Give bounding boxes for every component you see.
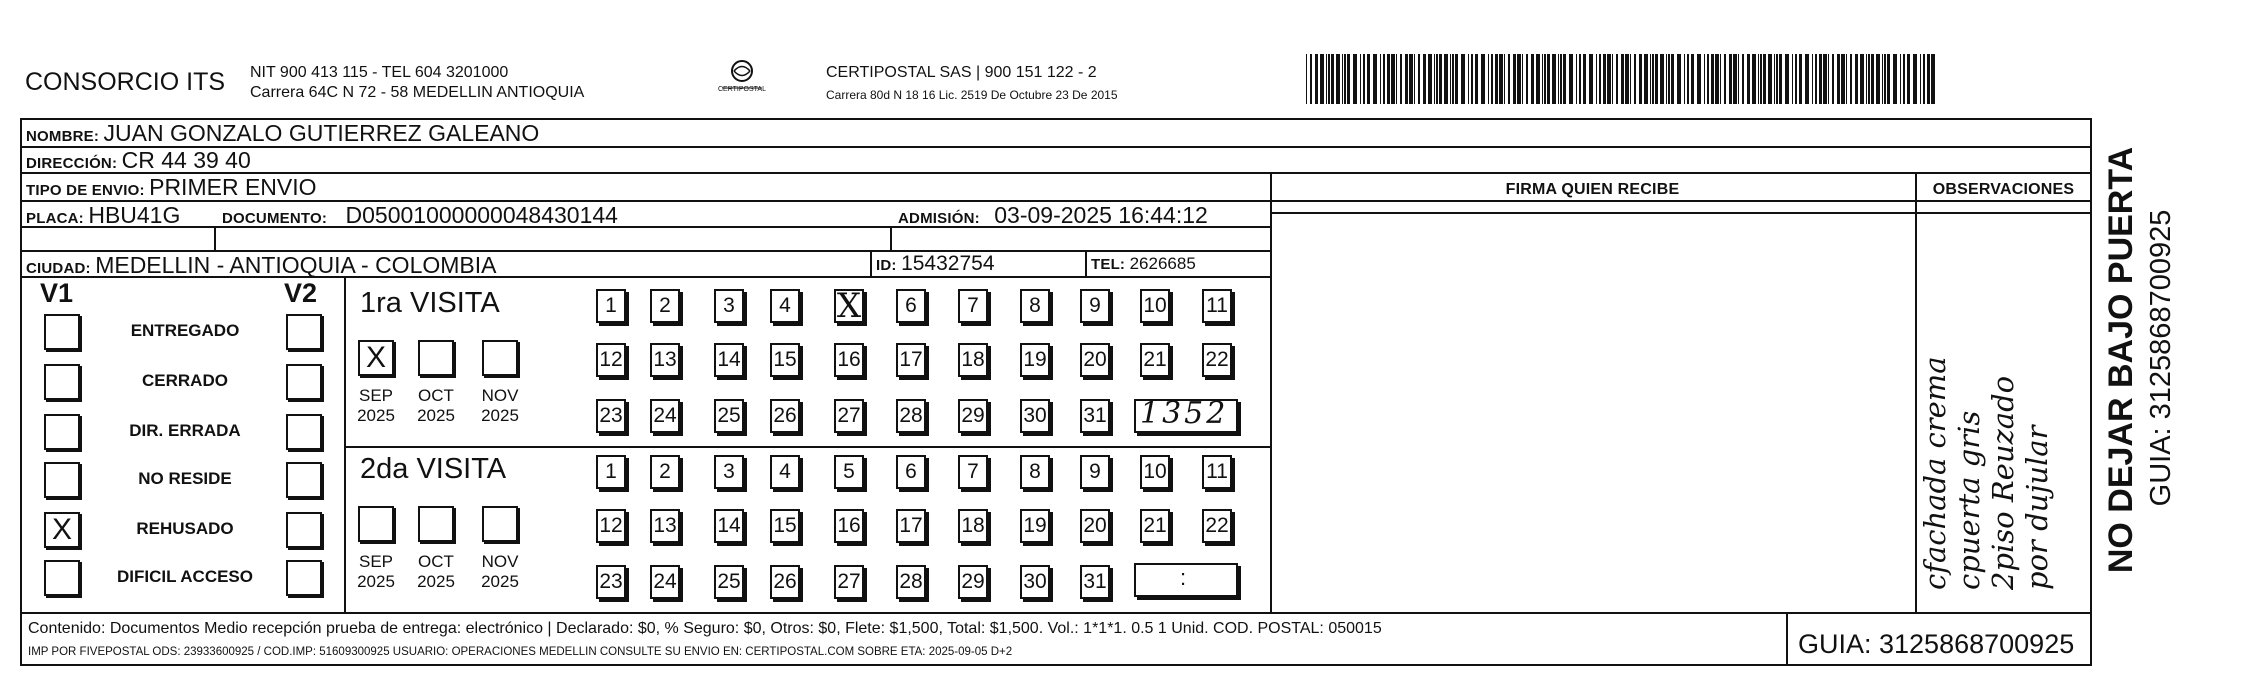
v1-checkbox[interactable] [44,414,80,450]
note-line-4: por dujular [2020,425,2054,590]
visita1-year-label: 2025 [357,406,395,425]
visita2-day-box[interactable]: 10 [1140,455,1170,489]
visita2-day-box[interactable]: 5 [834,455,864,489]
visita2-day-box[interactable]: 19 [1020,509,1050,543]
ciudad-label: CIUDAD: [26,260,91,277]
visita1-day-box[interactable]: 23 [596,399,626,433]
visita2-day-box[interactable]: 13 [650,509,680,543]
visita2-day-box[interactable]: 9 [1080,455,1110,489]
placa-value: HBU41G [88,202,181,228]
status-label: DIR. ERRADA [129,421,241,440]
company-name: CONSORCIO ITS [25,68,226,96]
visita2-day-box[interactable]: 3 [714,455,744,489]
visita1-day-box[interactable]: 19 [1020,343,1050,377]
visita2-day-box[interactable]: 29 [958,565,988,599]
v1-checkbox[interactable] [44,364,80,400]
visita2-day-box[interactable]: 4 [770,455,800,489]
admision-value: 03-09-2025 16:44:12 [994,202,1208,228]
visita1-day-box[interactable]: X [834,289,864,323]
direccion-value: CR 44 39 40 [121,147,251,173]
visita2-day-box[interactable]: 26 [770,565,800,599]
visita1-day-box[interactable]: 4 [770,289,800,323]
visita1-day-box[interactable]: 2 [650,289,680,323]
visita1-month-checkbox[interactable] [418,340,454,376]
company-info-line1: NIT 900 413 115 - TEL 604 3201000 [250,64,509,81]
visita2-day-box[interactable]: 28 [896,565,926,599]
visita2-year-label: 2025 [481,572,519,591]
visita2-day-box[interactable]: 22 [1202,509,1232,543]
visita2-day-box[interactable]: 6 [896,455,926,489]
visita2-month-label: OCT [418,552,454,571]
visita2-time: : [1180,565,1187,590]
side-guia: GUIA: 3125868700925 [2145,209,2177,507]
visita1-day-box[interactable]: 24 [650,399,680,433]
id-value: 15432754 [901,252,995,275]
v2-checkbox[interactable] [286,512,322,548]
id-label: ID: [876,257,897,274]
visita2-day-box[interactable]: 12 [596,509,626,543]
certipostal-logo-icon [712,58,772,98]
visita1-day-box[interactable]: 22 [1202,343,1232,377]
v2-header: V2 [284,278,318,308]
visita2-day-box[interactable]: 25 [714,565,744,599]
visita2-day-box[interactable]: 15 [770,509,800,543]
status-label: ENTREGADO [130,321,240,340]
v1-header: V1 [40,278,74,308]
status-label: DIFICIL ACCESO [116,567,253,586]
company-info-line2: Carrera 64C N 72 - 58 MEDELLIN ANTIOQUIA [250,84,585,101]
visita2-day-box[interactable]: 18 [958,509,988,543]
visita1-day-box[interactable]: 28 [896,399,926,433]
visita1-day-box[interactable]: 10 [1140,289,1170,323]
observaciones-notes [1918,230,2068,590]
visita2-day-box[interactable]: 8 [1020,455,1050,489]
v2-checkbox[interactable] [286,462,322,498]
visita2-day-box[interactable]: 21 [1140,509,1170,543]
visita2-month-checkbox[interactable] [358,506,394,542]
visita1-month-checkbox[interactable]: X [358,340,394,376]
visita1-day-box[interactable]: 9 [1080,289,1110,323]
visita1-day-box[interactable]: 30 [1020,399,1050,433]
visita1-day-box[interactable]: 14 [714,343,744,377]
visita2-month-label: SEP [358,552,394,571]
nombre-value: JUAN GONZALO GUTIERREZ GALEANO [103,120,540,146]
placa-label: PLACA: [26,210,84,227]
visita1-month-label: SEP [358,386,394,405]
visita2-day-box[interactable]: 23 [596,565,626,599]
visita2-day-box[interactable]: 2 [650,455,680,489]
id-field [876,252,995,276]
visita1-day-box[interactable]: 11 [1202,289,1232,323]
visita2-day-box[interactable]: 30 [1020,565,1050,599]
note-line-2: cpuerta gris [1952,410,1986,590]
visita1-day-box[interactable]: 21 [1140,343,1170,377]
tipo-envio-label: TIPO DE ENVIO: [26,182,145,199]
note-line-1: cfachada crema [1918,356,1952,590]
footer-guia: GUIA: 3125868700925 [1798,629,2075,659]
status-label: REHUSADO [136,519,234,538]
status-label: CERRADO [142,371,228,390]
logo-text: CERTIPOSTAL [718,86,766,93]
tipo-envio-value: PRIMER ENVIO [149,174,317,200]
visita1-day-box[interactable]: 6 [896,289,926,323]
visita1-day-box[interactable]: 20 [1080,343,1110,377]
visita1-day-box[interactable]: 13 [650,343,680,377]
status-label: NO RESIDE [138,469,232,488]
visita1-day-box[interactable]: 1 [596,289,626,323]
visita2-day-box[interactable]: 7 [958,455,988,489]
postal-info-line1: CERTIPOSTAL SAS | 900 151 122 - 2 [826,64,1097,81]
visita2-day-box[interactable]: 20 [1080,509,1110,543]
barcode [1306,54,1942,104]
v1-checkbox[interactable] [44,560,80,596]
documento-value: D050010000000484301​44 [345,202,618,228]
visita1-day-box[interactable]: 7 [958,289,988,323]
note-line-3: 2piso Reuzado [1986,375,2020,590]
tel-label: TEL: [1091,256,1126,273]
footer-line1: Contenido: Documentos Medio recepción prueba de entrega: electrónico | Declarado: $0, % Seguro: $0, Otros: $0, Flete: $1,500, Total: $1,500. Vol.: 1*1*1. 0.5 1 Unid. COD. POSTAL: 050015 [28,620,1382,637]
direccion-row [26,147,251,174]
visita2-year-label: 2025 [417,572,455,591]
v2-checkbox[interactable] [286,414,322,450]
v2-checkbox[interactable] [286,314,322,350]
v1-checkbox[interactable]: X [44,512,80,548]
visita1-day-box[interactable]: 3 [714,289,744,323]
visita2-day-box[interactable]: 16 [834,509,864,543]
visita2-day-box[interactable]: 27 [834,565,864,599]
visita1-month-label: OCT [418,386,454,405]
visita1-day-box[interactable]: 15 [770,343,800,377]
firma-label: FIRMA QUIEN RECIBE [1505,181,1680,198]
v2-checkbox[interactable] [286,560,322,596]
visita1-title: 1ra VISITA [360,287,500,319]
placa-field [26,202,180,229]
admision-label: ADMISIÓN: [898,210,980,227]
tel-field [1091,254,1196,274]
nombre-label: NOMBRE: [26,128,100,145]
nombre-row [26,120,539,147]
barcode-bars [1306,54,1942,104]
visita1-day-box[interactable]: 18 [958,343,988,377]
visita1-day-box[interactable]: 27 [834,399,864,433]
visita1-day-box[interactable]: 29 [958,399,988,433]
visita1-year-label: 2025 [481,406,519,425]
visita1-day-box[interactable]: 31 [1080,399,1110,433]
v1-checkbox[interactable] [44,462,80,498]
visita1-month-label: NOV [481,386,519,405]
visita1-day-box[interactable]: 17 [896,343,926,377]
visita1-day-box[interactable]: 16 [834,343,864,377]
ciudad-field [26,252,497,279]
visita2-year-label: 2025 [357,572,395,591]
visita2-month-checkbox[interactable] [482,506,518,542]
visita2-day-box[interactable]: 24 [650,565,680,599]
visita1-time: 1352 [1140,396,1229,431]
visita1-day-box[interactable]: 12 [596,343,626,377]
visita1-year-label: 2025 [417,406,455,425]
visita2-month-checkbox[interactable] [418,506,454,542]
side-warning: NO DEJAR BAJO PUERTA [2102,146,2140,574]
documento-field [222,202,618,229]
visita2-day-box[interactable]: 31 [1080,565,1110,599]
visita1-day-box[interactable]: 25 [714,399,744,433]
visita2-day-box[interactable]: 17 [896,509,926,543]
postal-info-line2: Carrera 80d N 18 16 Lic. 2519 De Octubre 23 De 2015 [826,88,1118,102]
footer-line2: IMP POR FIVEPOSTAL ODS: 23933600925 / COD.IMP: 51609300925 USUARIO: OPERACIONES MEDELLIN CONSULTE SU ENVIO EN: CERTIPOSTAL.COM SOBRE ETA: 2025-09-05 D+2 [28,646,1013,658]
tel-value: 2626685 [1129,254,1196,273]
documento-label: DOCUMENTO: [222,210,328,227]
ciudad-value: MEDELLIN - ANTIOQUIA - COLOMBIA [95,252,497,278]
v1-checkbox[interactable] [44,314,80,350]
visita2-day-box[interactable]: 1 [596,455,626,489]
visita2-month-label: NOV [481,552,519,571]
visita1-month-checkbox[interactable] [482,340,518,376]
admision-field [898,202,1208,229]
visita2-title: 2da VISITA [360,453,507,485]
visita1-day-box[interactable]: 26 [770,399,800,433]
visita2-day-box[interactable]: 14 [714,509,744,543]
observaciones-label: OBSERVACIONES [1932,181,2075,198]
direccion-label: DIRECCIÓN: [26,155,118,172]
visita1-day-box[interactable]: 8 [1020,289,1050,323]
tipo-envio-row [26,174,317,201]
visita2-day-box[interactable]: 11 [1202,455,1232,489]
v2-checkbox[interactable] [286,364,322,400]
